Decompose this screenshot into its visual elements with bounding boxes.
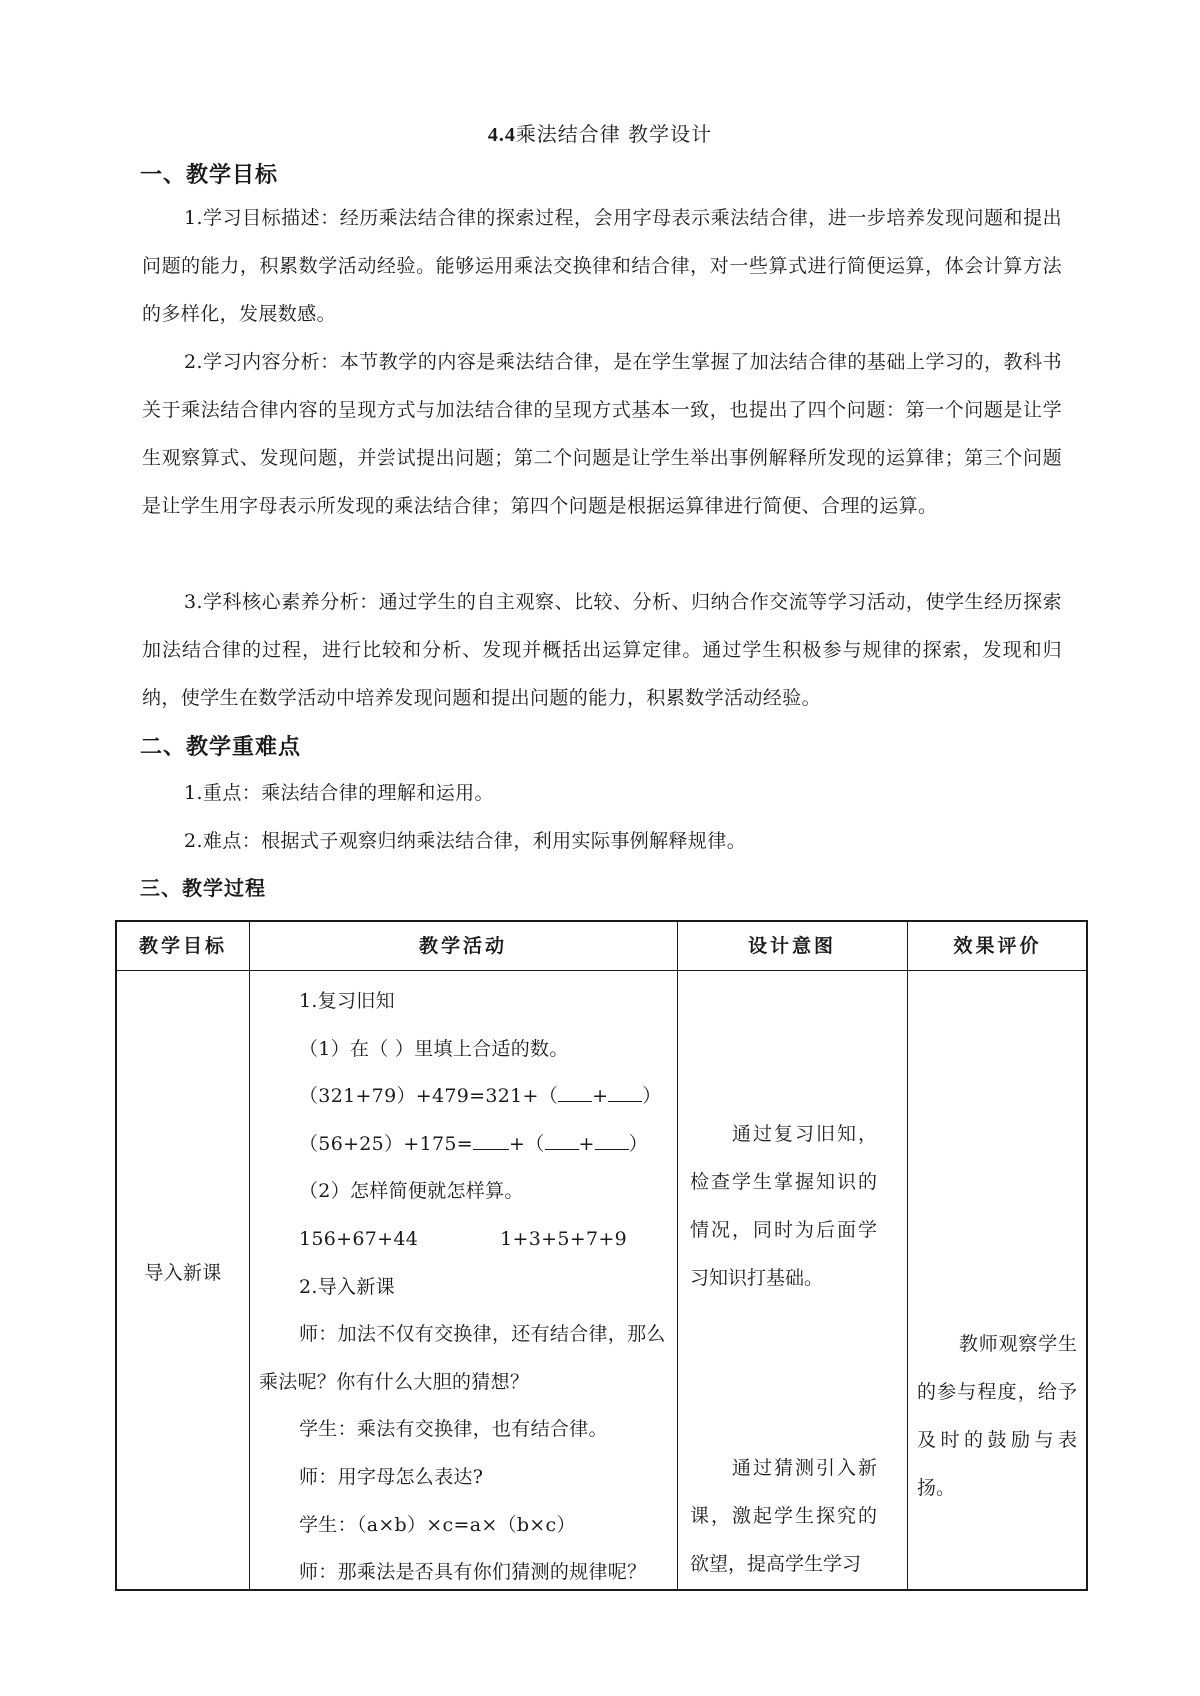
evaluation-text: 教师观察学生的参与程度，给予及时的鼓励与表扬。 — [917, 1333, 1077, 1499]
header-goal: 教学目标 — [138, 935, 227, 957]
goal-cell: 导入新课 — [144, 1262, 222, 1284]
activity-line: 师：那乘法是否具有你们猜测的规律呢？ — [299, 1561, 647, 1584]
activity-line: 师：加法不仅有交换律，还有结合律，那么乘法呢？你有什么大胆的猜想？ — [259, 1323, 666, 1393]
activity-line: 学生：乘法有交换律，也有结合律。 — [299, 1418, 608, 1441]
objective-paragraph-3: 3.学科核心素养分析：通过学生的自主观察、比较、分析、归纳合作交流等学习活动，使学生经历探索加法结合律的过程，进行比较和分析、发现并概括出运算定律。通过学生积极参与规律的探索，发现和归纳，使学生在数学活动中培养发现问题和提出问题的能力，积累数学活动经验。 — [142, 591, 1062, 709]
section-heading-objectives: 一、教学目标 — [140, 163, 279, 188]
activity-line: 156+67+44 1+3+5+7+9 — [299, 1227, 627, 1250]
intent-text-1: 通过复习旧知，检查学生掌握知识的情况，同时为后面学习知识打基础。 — [690, 1123, 877, 1289]
table-divider — [677, 922, 678, 1589]
activity-line: 学生：（a×b）×c=a×（b×c） — [299, 1513, 576, 1536]
title-text: 乘法结合律 教学设计 — [515, 122, 713, 146]
key-point-2: 2.难点：根据式子观察归纳乘法结合律，利用实际事例解释规律。 — [184, 830, 747, 852]
document-title — [0, 118, 1200, 147]
header-activity: 教学活动 — [418, 935, 507, 957]
table-header-divider — [117, 970, 1086, 971]
objective-paragraph-2: 2.学习内容分析：本节教学的内容是乘法结合律，是在学生掌握了加法结合律的基础上学习的，教科书关于乘法结合律内容的呈现方式与加法结合律的呈现方式基本一致，也提出了四个问题：第一个问题是让学生观察算式、发现问题，并尝试提出问题；第二个问题是让学生举出事例解释所发现的运算律；第三个问题是让学生用字母表示所发现的乘法结合律；第四个问题是根据运算律进行简便、合理的运算。 — [142, 351, 1062, 517]
activity-line: （321+79）+479=321+（ + ） — [299, 1085, 662, 1108]
section-heading-key-points: 二、教学重难点 — [140, 735, 302, 760]
section-heading-process: 三、教学过程 — [140, 876, 266, 900]
teaching-process-table — [115, 920, 1088, 1591]
activity-line: 2.导入新课 — [299, 1275, 395, 1298]
title-number: 4.4 — [487, 124, 516, 146]
objective-paragraph-1: 1.学习目标描述：经历乘法结合律的探索过程，会用字母表示乘法结合律，进一步培养发现问题和提出问题的能力，积累数学活动经验。能够运用乘法交换律和结合律，对一些算式进行简便运算，体会计算方法的多样化，发展数感。 — [142, 207, 1062, 325]
intent-text-2: 通过猜测引入新课，激起学生探究的欲望，提高学生学习 — [690, 1457, 877, 1575]
activity-line: 师：用字母怎么表达? — [299, 1465, 484, 1488]
activity-line: 1.复习旧知 — [299, 990, 395, 1012]
activity-line: （1）在（ ）里填上合适的数。 — [299, 1037, 569, 1060]
header-intent: 设计意图 — [747, 935, 836, 957]
activity-cell — [249, 978, 677, 1597]
activity-line: （2）怎样简便就怎样算。 — [299, 1180, 524, 1203]
header-evaluation: 效果评价 — [953, 935, 1042, 957]
key-point-1: 1.重点：乘法结合律的理解和运用。 — [184, 782, 494, 804]
activity-line: （56+25）+175= +（ + ） — [299, 1132, 649, 1155]
